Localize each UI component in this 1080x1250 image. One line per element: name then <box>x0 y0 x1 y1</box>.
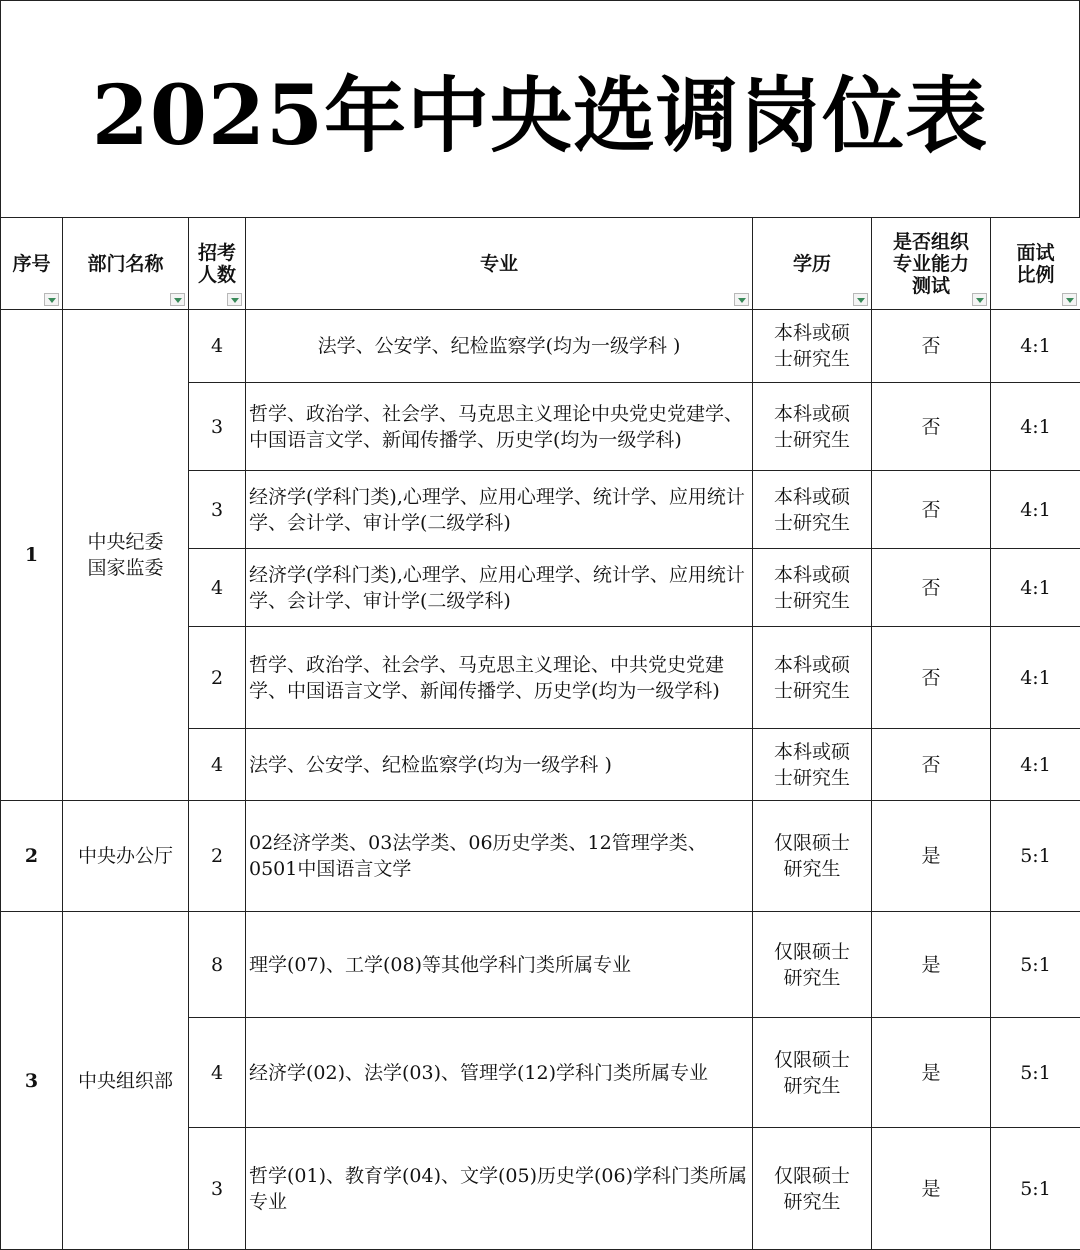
dept-cell: 中央办公厅 <box>63 801 189 912</box>
header-seq: 序号 <box>1 218 63 310</box>
count-cell: 3 <box>189 383 246 471</box>
test-cell: 否 <box>872 627 991 729</box>
test-cell: 否 <box>872 383 991 471</box>
filter-dropdown-icon[interactable] <box>972 293 987 306</box>
count-cell: 3 <box>189 1128 246 1250</box>
test-cell: 是 <box>872 1128 991 1250</box>
edu-cell: 本科或硕士研究生 <box>753 310 872 383</box>
count-cell: 4 <box>189 729 246 801</box>
filter-dropdown-icon[interactable] <box>1062 293 1077 306</box>
test-cell: 是 <box>872 1018 991 1128</box>
header-major: 专业 <box>246 218 753 310</box>
edu-cell: 本科或硕士研究生 <box>753 383 872 471</box>
major-cell: 哲学、政治学、社会学、马克思主义理论、中共党史党建学、中国语言文学、新闻传播学、历史学(均为一级学科) <box>246 627 753 729</box>
header-edu: 学历 <box>753 218 872 310</box>
ratio-cell: 5:1 <box>991 1018 1080 1128</box>
count-cell: 4 <box>189 310 246 383</box>
seq-cell: 1 <box>1 310 63 801</box>
edu-cell: 仅限硕士研究生 <box>753 1018 872 1128</box>
page-title: 2025年中央选调岗位表 <box>92 51 988 168</box>
ratio-cell: 5:1 <box>991 1128 1080 1250</box>
filter-dropdown-icon[interactable] <box>170 293 185 306</box>
test-cell: 是 <box>872 912 991 1018</box>
ratio-cell: 5:1 <box>991 801 1080 912</box>
filter-dropdown-icon[interactable] <box>853 293 868 306</box>
ratio-cell: 4:1 <box>991 729 1080 801</box>
major-cell: 哲学、政治学、社会学、马克思主义理论中央党史党建学、中国语言文学、新闻传播学、历史学(均为一级学科) <box>246 383 753 471</box>
filter-dropdown-icon[interactable] <box>734 293 749 306</box>
dept-cell: 中央组织部 <box>63 912 189 1250</box>
count-cell: 2 <box>189 801 246 912</box>
count-cell: 3 <box>189 471 246 549</box>
major-cell: 经济学(学科门类),心理学、应用心理学、统计学、应用统计学、会计学、审计学(二级学科) <box>246 471 753 549</box>
test-cell: 否 <box>872 549 991 627</box>
edu-cell: 仅限硕士研究生 <box>753 1128 872 1250</box>
count-cell: 4 <box>189 1018 246 1128</box>
count-cell: 2 <box>189 627 246 729</box>
ratio-cell: 5:1 <box>991 912 1080 1018</box>
title-banner <box>0 0 1080 217</box>
edu-cell: 仅限硕士研究生 <box>753 801 872 912</box>
major-cell: 法学、公安学、纪检监察学(均为一级学科 ) <box>246 729 753 801</box>
ratio-cell: 4:1 <box>991 627 1080 729</box>
header-ratio: 面试比例 <box>991 218 1080 310</box>
table-row <box>1 801 1080 912</box>
major-cell: 哲学(01)、教育学(04)、文学(05)历史学(06)学科门类所属专业 <box>246 1128 753 1250</box>
seq-cell: 2 <box>1 801 63 912</box>
seq-cell: 3 <box>1 912 63 1250</box>
header-count: 招考人数 <box>189 218 246 310</box>
ratio-cell: 4:1 <box>991 310 1080 383</box>
major-cell: 理学(07)、工学(08)等其他学科门类所属专业 <box>246 912 753 1018</box>
positions-table <box>0 217 1080 1250</box>
header-dept: 部门名称 <box>63 218 189 310</box>
major-cell: 经济学(02)、法学(03)、管理学(12)学科门类所属专业 <box>246 1018 753 1128</box>
major-cell: 02经济学类、03法学类、06历史学类、12管理学类、0501中国语言文学 <box>246 801 753 912</box>
edu-cell: 仅限硕士研究生 <box>753 912 872 1018</box>
test-cell: 否 <box>872 471 991 549</box>
edu-cell: 本科或硕士研究生 <box>753 627 872 729</box>
header-row <box>1 218 1080 310</box>
ratio-cell: 4:1 <box>991 471 1080 549</box>
count-cell: 4 <box>189 549 246 627</box>
table-row <box>1 310 1080 383</box>
test-cell: 否 <box>872 310 991 383</box>
header-test: 是否组织专业能力测试 <box>872 218 991 310</box>
count-cell: 8 <box>189 912 246 1018</box>
ratio-cell: 4:1 <box>991 549 1080 627</box>
ratio-cell: 4:1 <box>991 383 1080 471</box>
test-cell: 否 <box>872 729 991 801</box>
test-cell: 是 <box>872 801 991 912</box>
edu-cell: 本科或硕士研究生 <box>753 471 872 549</box>
table-row <box>1 912 1080 1018</box>
filter-dropdown-icon[interactable] <box>44 293 59 306</box>
dept-cell: 中央纪委国家监委 <box>63 310 189 801</box>
major-cell: 经济学(学科门类),心理学、应用心理学、统计学、应用统计学、会计学、审计学(二级学科) <box>246 549 753 627</box>
filter-dropdown-icon[interactable] <box>227 293 242 306</box>
edu-cell: 本科或硕士研究生 <box>753 549 872 627</box>
major-cell: 法学、公安学、纪检监察学(均为一级学科 ) <box>246 310 753 383</box>
edu-cell: 本科或硕士研究生 <box>753 729 872 801</box>
